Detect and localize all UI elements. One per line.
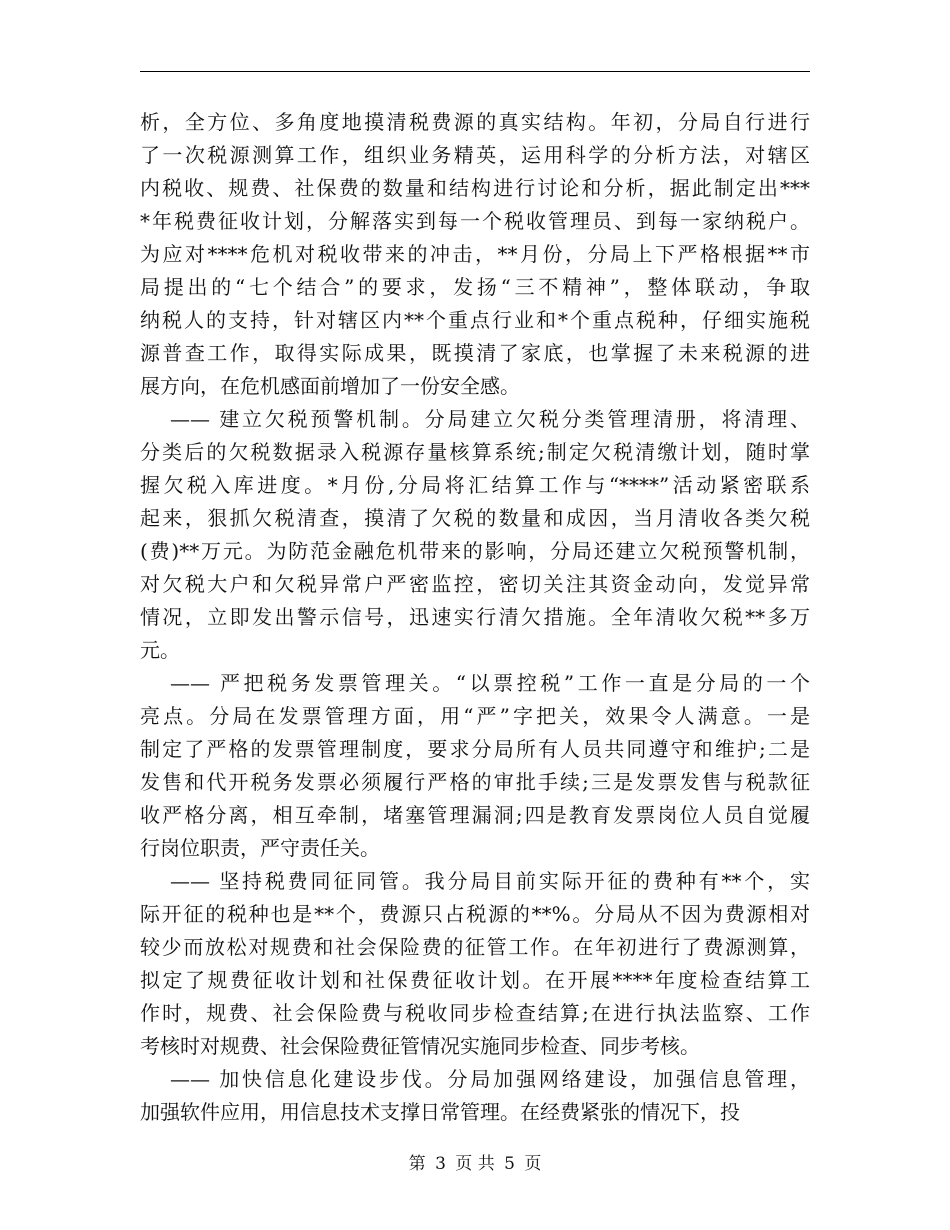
page-footer [0, 1152, 950, 1176]
text-line: 亮点。分局在发票管理方面，用“严”字把关，效果令人满意。一是 [140, 704, 810, 728]
paragraph [140, 667, 810, 865]
text-line: 分类后的欠税数据录入税源存量核算系统;制定欠税清缴计划，随时掌 [140, 440, 810, 464]
text-line: 考核时对规费、社会保险费征管情况实施同步检查、同步考核。 [140, 1034, 700, 1058]
text-line: 析，全方位、多角度地摸清税费源的真实结构。年初，分局自行进行 [140, 110, 810, 134]
text-line: —— 坚持税费同征同管。我分局目前实际开征的费种有**个，实 [170, 869, 810, 893]
text-line: 加强软件应用，用信息技术支撑日常管理。在经费紧张的情况下，投 [140, 1100, 740, 1124]
text-line: 收严格分离，相互牵制，堵塞管理漏洞;四是教育发票岗位人员自觉履 [140, 803, 810, 827]
text-line: 作时，规费、社会保险费与税收同步检查结算;在进行执法监察、工作 [140, 1001, 810, 1025]
footer-middle: 页 共 [455, 1154, 495, 1174]
text-line: 行岗位职责，严守责任关。 [140, 836, 380, 860]
text-line: *年税费征收计划，分解落实到每一个税收管理员、到每一家纳税户。 [140, 209, 810, 233]
text-line: 局提出的“七个结合”的要求，发扬“三不精神”，整体联动，争取 [140, 275, 810, 299]
footer-prefix: 第 [408, 1154, 426, 1174]
text-line: 元。 [140, 638, 180, 662]
text-line: 起来，狠抓欠税清查，摸清了欠税的数量和成因，当月清收各类欠税 [140, 506, 810, 530]
text-line: —— 加快信息化建设步伐。分局加强网络建设，加强信息管理， [170, 1067, 810, 1091]
text-line: 握欠税入库进度。*月份,分局将汇结算工作与“****”活动紧密联系 [140, 473, 810, 497]
header-rule [140, 71, 810, 72]
text-line: 拟定了规费征收计划和社保费征收计划。在开展****年度检查结算工 [140, 968, 810, 992]
text-line: 纳税人的支持，针对辖区内**个重点行业和*个重点税种，仔细实施税 [140, 308, 810, 332]
text-line: —— 严把税务发票管理关。“以票控税”工作一直是分局的一个 [170, 671, 810, 695]
text-line: 较少而放松对规费和社会保险费的征管工作。在年初进行了费源测算， [140, 935, 810, 959]
text-line: 发售和代开税务发票必须履行严格的审批手续;三是发票发售与税款征 [140, 770, 810, 794]
paragraph [140, 403, 810, 667]
footer-suffix: 页 [524, 1154, 542, 1174]
text-line: 内税收、规费、社保费的数量和结构进行讨论和分析，据此制定出*** [140, 176, 810, 200]
text-line: 了一次税源测算工作，组织业务精英，运用科学的分析方法，对辖区 [140, 143, 810, 167]
text-line: (费)**万元。为防范金融危机带来的影响，分局还建立欠税预警机制， [140, 539, 810, 563]
text-line: 源普查工作，取得实际成果，既摸清了家底，也掌握了未来税源的进 [140, 341, 810, 365]
footer-total-pages: 5 [504, 1154, 515, 1174]
text-line: 为应对****危机对税收带来的冲击，**月份，分局上下严格根据**市 [140, 242, 810, 266]
document-body [140, 106, 810, 1129]
paragraph [140, 1063, 810, 1129]
paragraph [140, 106, 810, 403]
text-line: —— 建立欠税预警机制。分局建立欠税分类管理清册，将清理、 [170, 407, 810, 431]
paragraph [140, 865, 810, 1063]
text-line: 展方向，在危机感面前增加了一份安全感。 [140, 374, 520, 398]
text-line: 际开征的税种也是**个，费源只占税源的**%。分局从不因为费源相对 [140, 902, 810, 926]
text-line: 情况，立即发出警示信号，迅速实行清欠措施。全年清收欠税**多万 [140, 605, 810, 629]
text-line: 制定了严格的发票管理制度，要求分局所有人员共同遵守和维护;二是 [140, 737, 810, 761]
text-line: 对欠税大户和欠税异常户严密监控，密切关注其资金动向，发觉异常 [140, 572, 810, 596]
footer-current-page: 3 [435, 1154, 446, 1174]
